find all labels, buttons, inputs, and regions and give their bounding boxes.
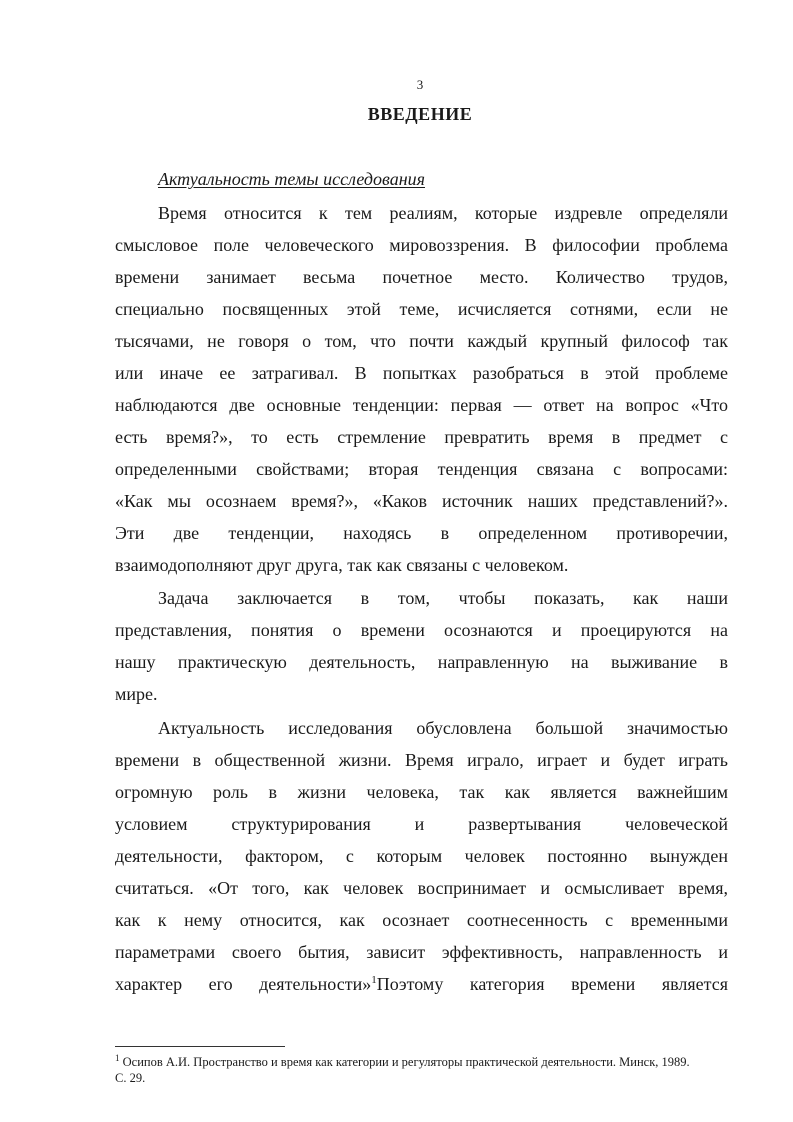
text-line: взаимодополняют друг друга, так как связаны с человеком. [115,555,569,575]
text-line: или иначе ее затрагивал. В попытках разобраться в этой проблеме [115,363,728,383]
text-line: Эти две тенденции, находясь в определенном противоречии, [115,523,728,543]
text-line-start: характер его деятельности» [115,974,372,994]
text-line: есть время?», то есть стремление превратить время в предмет с [115,427,728,447]
text-line: параметрами своего бытия, зависит эффективность, направленность и [115,942,728,962]
text-line: нашу практическую деятельность, направленную на выживание в [115,652,728,672]
text-line: определенными свойствами; вторая тенденция связана с вопросами: [115,459,728,479]
text-line: мире. [115,684,158,704]
footnote-line [115,1054,735,1070]
text-line: Актуальность исследования обусловлена большой значимостью [158,718,728,738]
page-title: ВВЕДЕНИЕ [367,104,473,124]
text-line: считаться. «От того, как человек воспринимает и осмысливает время, [115,878,728,898]
text-line: смысловое поле человеческого мировоззрения. В философии проблема [115,235,728,255]
text-line: условием структурирования и развертывания человеческой [115,814,728,834]
footnote-line: С. 29. [115,1071,146,1085]
text-line: «Как мы осознаем время?», «Каков источник наших представлений?». [115,491,728,511]
text-line: специально посвященных этой теме, исчисляется сотнями, если не [115,299,728,319]
footnote [115,1054,735,1086]
text-line: тысячами, не говоря о том, что почти каждый крупный философ так [115,331,728,351]
text-line: представления, понятия о времени осознаются и проецируются на [115,620,728,640]
text-line: наблюдаются две основные тенденции: первая — ответ на вопрос «Что [115,395,728,415]
text-line: времени занимает весьма почетное место. Количество трудов, [115,267,728,287]
footnote-marker: 1 [115,1053,120,1063]
text-line: Время относится к тем реалиям, которые издревле определяли [158,203,728,223]
text-line: как к нему относится, как осознает соотнесенность с временными [115,910,728,930]
text-line: огромную роль в жизни человека, так как является важнейшим [115,782,728,802]
text-line [115,973,728,995]
footnote-rule [115,1046,285,1047]
footnote-text: Осипов А.И. Пространство и время как категории и регуляторы практической деятельности. Минск, 1989. [122,1055,690,1069]
section-heading: Актуальность темы исследования [158,169,425,189]
text-line: времени в общественной жизни. Время играло, играет и будет играть [115,750,728,770]
text-line: деятельности, фактором, с которым человек постоянно вынужден [115,846,728,866]
text-line-end: Поэтому категория времени является [376,974,728,994]
text-line: Задача заключается в том, чтобы показать, как наши [158,588,728,608]
page-number: 3 [416,77,424,92]
footnote-reference: 1 [371,974,377,986]
